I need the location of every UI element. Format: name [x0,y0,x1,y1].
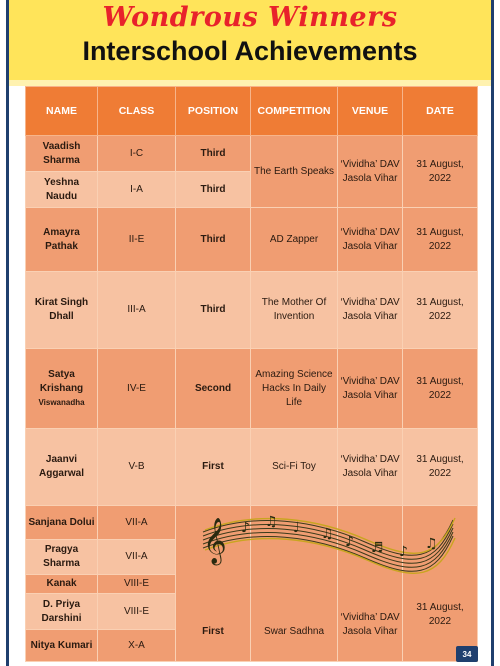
header-position: POSITION [176,87,251,136]
venue-cell: ‘Vividha’ DAV Jasola Vihar [338,429,403,506]
header-venue: VENUE [338,87,403,136]
student-class: VIII-E [98,575,176,594]
competition-cell: Swar Sadhna [251,506,338,662]
competition-cell: The Mother Of Invention [251,272,338,349]
student-class: I-C [98,136,176,172]
table-row [26,272,478,349]
venue-cell: ‘Vividha’ DAV Jasola Vihar [338,208,403,272]
group-position: First [176,506,251,662]
music-notes-illustration [195,502,457,576]
competition-cell: Sci-Fi Toy [251,429,338,506]
date-cell: 31 August, 2022 [403,208,478,272]
student-position: Third [176,272,251,349]
svg-text:♪: ♪ [345,534,354,550]
page-title: Interschool Achievements [82,36,418,66]
competition-cell: Amazing Science Hacks In Daily Life [251,349,338,429]
student-class: X-A [98,630,176,662]
student-class: VIII-E [98,594,176,630]
student-name-extra: Viswanadha [38,397,85,407]
competition-cell: The Earth Speaks [251,136,338,208]
script-title: Wondrous Winners [102,2,398,33]
header-name: NAME [26,87,98,136]
student-name: Sanjana Dolui [26,506,98,540]
page-number: 34 [456,646,478,662]
venue-cell: ‘Vividha’ DAV Jasola Vihar [338,349,403,429]
header-competition: COMPETITION [251,87,338,136]
date-cell: 31 August, 2022 [403,506,478,662]
student-name: Satya Krishang [39,368,84,394]
student-name: Pragya Sharma [26,540,98,575]
student-name-cell [26,349,98,429]
date-cell: 31 August, 2022 [403,272,478,349]
header-date: DATE [403,87,478,136]
table-row [26,136,478,172]
svg-text:♪: ♪ [399,544,408,560]
table-row [26,429,478,506]
student-class: V-B [98,429,176,506]
student-position: Third [176,172,251,208]
student-class: IV-E [98,349,176,429]
student-name: Amayra Pathak [26,208,98,272]
svg-text:♪: ♪ [241,520,250,536]
student-class: VII-A [98,540,176,575]
student-position: First [176,429,251,506]
student-class: II-E [98,208,176,272]
date-cell: 31 August, 2022 [403,429,478,506]
venue-cell: ‘Vividha’ DAV Jasola Vihar [338,136,403,208]
student-name: Yeshna Naudu [26,172,98,208]
student-class: III-A [98,272,176,349]
competition-cell: AD Zapper [251,208,338,272]
svg-text:♫: ♫ [425,536,438,552]
svg-text:♬: ♬ [371,540,384,556]
svg-text:𝄞: 𝄞 [203,518,227,564]
table-row [26,208,478,272]
date-cell: 31 August, 2022 [403,136,478,208]
table-header-row [26,87,478,136]
venue-cell: ‘Vividha’ DAV Jasola Vihar [338,506,403,662]
svg-text:♫: ♫ [321,526,334,542]
venue-cell: ‘Vividha’ DAV Jasola Vihar [338,272,403,349]
student-name: Kirat Singh Dhall [26,272,98,349]
header-class: CLASS [98,87,176,136]
student-position: Third [176,208,251,272]
date-cell: 31 August, 2022 [403,349,478,429]
student-position: Second [176,349,251,429]
student-class: VII-A [98,506,176,540]
student-class: I-A [98,172,176,208]
student-name: Kanak [26,575,98,594]
student-name: Nitya Kumari [26,630,98,662]
student-position: Third [176,136,251,172]
student-name: Vaadish Sharma [26,136,98,172]
svg-text:♫: ♫ [265,514,278,530]
student-name: Jaanvi Aggarwal [26,429,98,506]
svg-text:♩: ♩ [293,520,300,536]
table-row [26,349,478,429]
student-name: D. Priya Darshini [26,594,98,630]
